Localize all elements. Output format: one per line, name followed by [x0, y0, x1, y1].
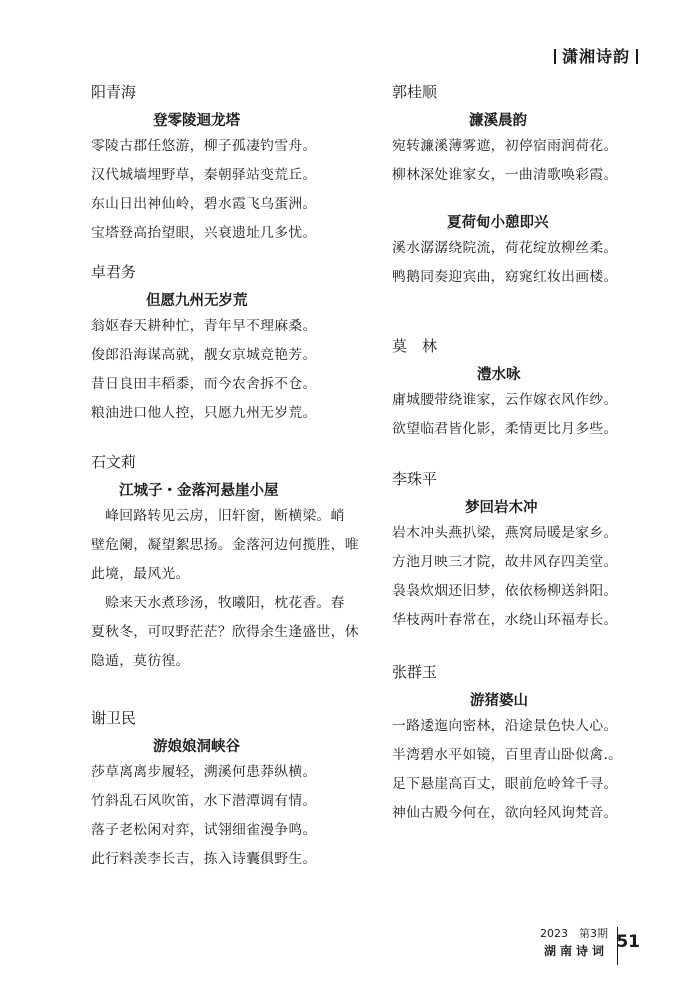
poem-line: 方池月映三才院，故井风存四美堂。 — [392, 554, 618, 570]
poem-line: 鸭鹅同奏迎宾曲，窈窕红妆出画楼。 — [392, 269, 618, 285]
poem-title: 濂溪晨韵 — [469, 112, 527, 129]
poem-line: 翁妪春天耕种忙，青年早不理麻桑。 — [91, 318, 317, 334]
divider — [636, 49, 638, 64]
poem-line: 汉代城墙埋野草，秦朝驿站变荒丘。 — [91, 167, 317, 183]
poem-line: 华枝两叶春常在，水绕山环福寿长。 — [392, 612, 618, 628]
author-name: 阳青海 — [91, 83, 137, 101]
poem-line: 欲望临君皆化影，柔情更比月多些。 — [392, 421, 618, 437]
author-name: 郭桂顺 — [392, 83, 438, 101]
poem-block — [392, 336, 632, 469]
poem-title: 澧水咏 — [477, 366, 521, 383]
poem-line: 竹斜乱石风吹笛，水下潜潭调有情。 — [91, 793, 317, 809]
poem-line: 隐遁，莫彷徨。 — [91, 653, 190, 669]
poem-line: 昔日良田丰稻黍，而今农舍拆不仓。 — [91, 376, 317, 392]
poem-title: 梦回岩木冲 — [465, 499, 538, 516]
page-number: 51 — [616, 932, 640, 952]
poem-line: 此境，最风光。 — [91, 566, 190, 582]
left-column — [91, 82, 359, 879]
poem-block — [392, 82, 632, 204]
poem-line: 袅袅炊烟还旧梦，依依杨柳送斜阳。 — [392, 583, 618, 599]
poem-line: 柳林深处谁家女，一曲清歌唤彩霞。 — [392, 167, 618, 183]
divider — [554, 49, 556, 64]
poem-title: 但愿九州无岁荒 — [146, 292, 248, 309]
poem-line: 半湾碧水平如镜，百里青山卧似禽.。 — [392, 747, 623, 763]
poem-block — [91, 708, 331, 869]
poem-title: 登零陵迴龙塔 — [153, 112, 240, 129]
author-name: 卓君务 — [91, 263, 137, 281]
poem-line: 溪水潺潺绕院流，荷花绽放柳丝柔。 — [392, 240, 618, 256]
page-footer — [490, 925, 640, 975]
poem-title: 夏荷甸小憩即兴 — [447, 214, 549, 231]
poem-line: 壁危阑，凝望絮思扬。金落河边何揽胜，唯 — [91, 537, 359, 553]
poem-line: 俊郎沿海谋高就，靓女京城竞艳芳。 — [91, 347, 317, 363]
poem-title: 游娘娘洞峡谷 — [153, 738, 240, 755]
author-name: 张群玉 — [392, 663, 438, 681]
poem-line: 宛转濂溪薄雾遮，初停宿雨润荷花。 — [392, 138, 618, 154]
author-name: 石文莉 — [91, 453, 137, 471]
poem-block — [91, 452, 359, 708]
poem-line: 夏秋冬，可叹野茫茫？欣得余生逢盛世，休 — [91, 624, 359, 640]
poem-title: 江城子・金落河悬崖小屋 — [119, 482, 279, 499]
poem-line: 此行料羡李长吉，拣入诗囊俱野生。 — [91, 851, 317, 867]
poem-line: 零陵古郡任悠游，柳子孤凄钓雪舟。 — [91, 138, 317, 154]
poem-title: 游猪婆山 — [470, 692, 528, 709]
poem-block — [392, 469, 632, 662]
poem-line: 粮油进口他人控，只愿九州无岁荒。 — [91, 405, 317, 421]
author-name: 谢卫民 — [91, 709, 137, 727]
poem-line: 神仙古殿今何在，欲向轻风询梵音。 — [392, 805, 618, 821]
poem-line: 东山日出神仙岭，碧水霞飞乌蛋洲。 — [91, 196, 317, 212]
poem-line: 峰回路转见云房，旧轩窗，断横梁。峭 — [91, 508, 345, 524]
poem-block — [392, 662, 632, 823]
poem-stanza — [91, 594, 359, 671]
poem-line: 赊来天水煮珍汤，牧曦阳，枕花香。春 — [91, 595, 345, 611]
poem-block — [91, 262, 331, 452]
section-title: 潇湘诗韵 — [561, 47, 630, 66]
magazine-title: 湖南诗词 — [543, 944, 608, 958]
poem-line: 宝塔登高抬望眼，兴衰遗址几多忧。 — [91, 225, 317, 241]
poem-line: 莎草离离步履轻，溯溪何患莽纵横。 — [91, 764, 317, 780]
section-header — [548, 44, 644, 67]
poem-line: 落子老松闲对弈，试翎细雀漫争鸣。 — [91, 822, 317, 838]
author-name: 莫 林 — [392, 337, 438, 355]
poem-stanza — [91, 507, 359, 584]
right-column — [392, 82, 632, 833]
poem-block — [392, 213, 632, 336]
poem-line: 岩木冲头燕扒梁，燕窝局暖是家乡。 — [392, 525, 618, 541]
poem-line: 一路逶迤向密林，沿途景色快人心。 — [392, 718, 618, 734]
poem-line: 庸城腰带绕谁家，云作嫁衣风作纱。 — [392, 392, 618, 408]
poem-line: 足下悬崖高百丈，眼前危岭耸千寻。 — [392, 776, 618, 792]
issue-label: 2023 第3期 — [540, 927, 608, 940]
author-name: 李珠平 — [392, 470, 438, 488]
poem-block — [91, 82, 331, 262]
